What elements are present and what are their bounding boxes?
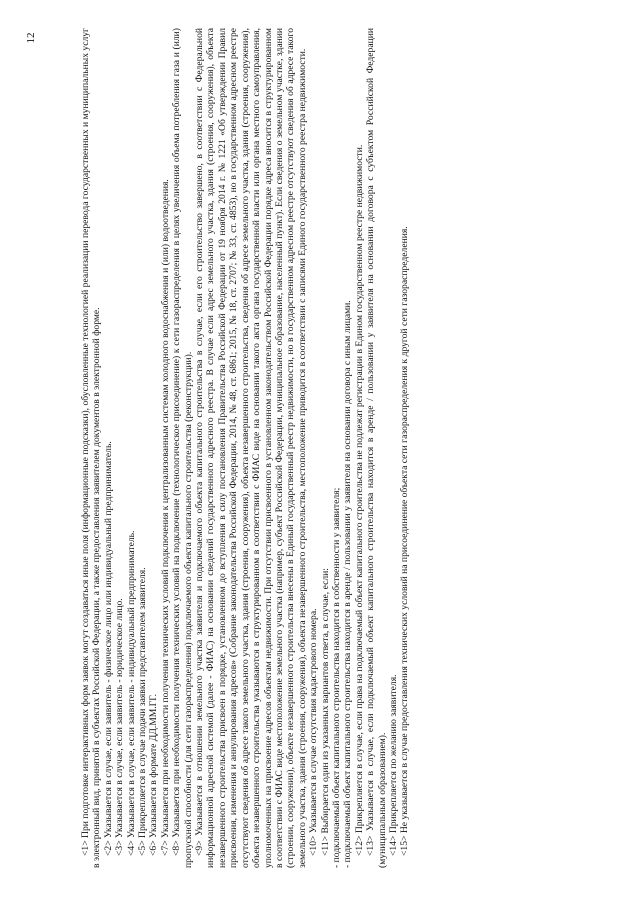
footnote-1: <1> При подготовке интерактивных форм заявок могут создаваться иные поля (информационные подсказки), обусловленные технологией реализации перевода государственных и муниципальных услуг в электронный вид, принятой в субъектах Российской Федерации, а также предоставления заявителем документов в электронной форме.: [80, 28, 103, 868]
footnote-14: <14> Прикрепляется по желанию заявителя.: [387, 674, 399, 856]
footnote-7: <7> Указывается при необходимости получения технических условий подключения к централизованным системам холодного водоснабжения и (или) водоотведения.: [159, 179, 171, 856]
footnote-2: <2> Указывается в случае, если заявитель - физическое лицо или индивидуальный предприниматель.: [102, 441, 114, 856]
footnote-3: <3> Указывается в случае, если заявитель - юридическое лицо.: [114, 598, 126, 856]
footnote-8: <8> Указывается при необходимости получения технических условий на подключение (технологическое присоединение) к сети газораспределения в целях увеличения объема потребления газа и (или) пропускной способности (для сети газораспределения) подключаемого объекта капитального строительства (реконструкции).: [171, 28, 194, 868]
footnote-15: <15> Не указывается в случае предоставления технических условий на присоединение объекта сети газораспределения к другой сети газораспределения.: [399, 226, 411, 856]
footnote-12: <12> Прикрепляется в случае, если права на подключаемый объект капитального строительства не подлежат регистрации в Едином государственном реестре недвижимости.: [353, 144, 365, 856]
page-number: 12: [25, 32, 37, 44]
footnote-11: <11> Выбирается один из указанных вариантов ответа, в случае, если:: [319, 568, 331, 856]
footnote-11-option-a: - подключаемый объект капитального строительства находится в собственности у заявителя;: [330, 487, 342, 868]
footnote-13: <13> Указывается в случае, если подключаемый объект капитального строительства находится в аренде / пользовании у заявителя на основании договора с субъектом Российской Федерации (муниципальным образованием).: [365, 28, 388, 868]
footnotes-block: [25, 28, 600, 868]
footnote-10: <10> Указывается в случае отсутствия кадастрового номера.: [308, 608, 320, 856]
footnote-6: <6> Указывается в формате ДД.ММ.ГГ.: [148, 693, 160, 856]
footnote-9: <9> Указывается в отношении земельного участка заявителя и подключаемого объекта капитального строительства в случае, если его строительство завершено, в соответствии с Федеральной информационной адресной системой (далее - ФИАС) на основании сведений государственного адресного реестра. В случае если адрес земельного участка, здания (строения, сооружения), объекта незавершенного строительства присвоен в порядке, установленном до вступления в силу постановления Правительства Российской Федерации от 19 ноября 2014 г. № 1221 «Об утверждении Правил присвоения, изменения и аннулирования адресов» (Собрание законодательства Российской Федерации, 2014, № 48, ст. 6861; 2015, № 18, ст. 2707; № 33, ст. 4853), но в государственном адресном реестре отсутствуют сведения об адресе такого земельного участка, здания (строения, сооружения), объекта незавершенного строительства, сведения об адресе земельного участка, здания (строения, сооружения), объекта незавершенного строительства указываются в структурированном в соответствии с ФИАС виде на основании такого акта органа государственной власти или органа местного самоуправления, уполномоченных на присвоение адресов объектам недвижимости. При отсутствии присвоенного в установленном законодательством Российской Федерации порядке адреса вносится в структурированном в соответствии с ФИАС виде местоположение земельного участка (например, субъект Российской Федерации, муниципальное образование, населенный пункт). Если сведения о земельном участке, здании (строении, сооружении), объекте незавершенного строительства внесены в Единый государственный реестр недвижимости, но в государственном адресном реестре отсутствуют сведения об адресе такого земельного участка, здания (строения, сооружения), объекта незавершенного строительства, местоположение приводится в соответствии с записями Единого государственного реестра недвижимости.: [194, 28, 308, 868]
footnote-4: <4> Указывается в случае, если заявитель - индивидуальный предприниматель.: [125, 530, 137, 856]
footnote-11-option-b: - подключаемый объект капитального строительства находится в аренде / пользовании у заявителя на основании договора с иным лицами.: [342, 300, 354, 868]
footnote-5: <5> Прикрепляется в случае подачи заявки представителем заявителя.: [137, 567, 149, 856]
